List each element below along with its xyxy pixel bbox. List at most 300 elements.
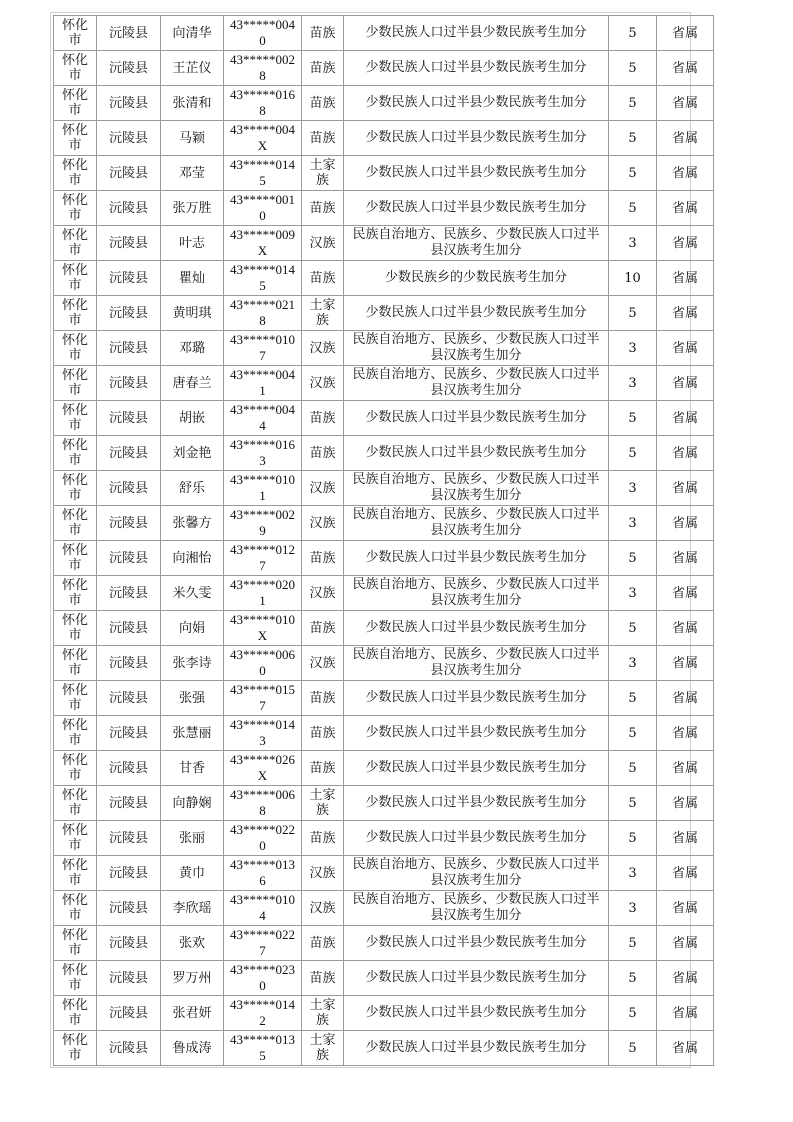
id-number-cell-text: 43*****026X — [230, 752, 295, 783]
table-row — [54, 681, 714, 716]
ethnicity-cell-text: 苗族 — [309, 970, 336, 986]
ethnicity-cell-text: 汉族 — [309, 900, 336, 916]
affiliation-cell: 省属 — [657, 1031, 714, 1066]
bonus-reason-cell-text: 少数民族乡的少数民族考生加分 — [384, 270, 567, 285]
bonus-reason-cell — [344, 541, 609, 576]
ethnicity-cell — [302, 401, 344, 436]
id-number-cell — [224, 751, 302, 786]
id-number-cell-text: 43*****0230 — [230, 962, 295, 993]
city-cell — [54, 856, 97, 891]
county-cell: 沅陵县 — [97, 646, 161, 681]
id-number-cell-text: 43*****0104 — [230, 892, 295, 923]
bonus-reason-cell-text: 少数民族人口过半县少数民族考生加分 — [365, 935, 587, 950]
id-number-cell-text: 43*****0201 — [230, 577, 295, 608]
id-number-cell-text: 43*****010X — [230, 612, 295, 643]
bonus-reason-cell — [344, 86, 609, 121]
bonus-reason-cell — [344, 401, 609, 436]
table-row — [54, 821, 714, 856]
bonus-score-cell: 3 — [609, 891, 657, 926]
ethnicity-cell — [302, 926, 344, 961]
student-name-cell: 唐春兰 — [161, 366, 224, 401]
county-cell: 沅陵县 — [97, 751, 161, 786]
affiliation-cell: 省属 — [657, 576, 714, 611]
id-number-cell — [224, 716, 302, 751]
city-cell-text: 怀化市 — [61, 508, 88, 538]
county-cell: 沅陵县 — [97, 961, 161, 996]
county-cell: 沅陵县 — [97, 121, 161, 156]
city-cell — [54, 646, 97, 681]
student-name-cell: 向湘怡 — [161, 541, 224, 576]
student-name-cell: 黄巾 — [161, 856, 224, 891]
bonus-reason-cell — [344, 296, 609, 331]
bonus-reason-cell — [344, 156, 609, 191]
student-name-cell: 舒乐 — [161, 471, 224, 506]
bonus-reason-cell — [344, 646, 609, 681]
id-number-cell-text: 43*****0107 — [230, 332, 295, 363]
ethnicity-cell — [302, 961, 344, 996]
ethnicity-cell — [302, 121, 344, 156]
county-cell: 沅陵县 — [97, 331, 161, 366]
ethnicity-cell — [302, 506, 344, 541]
bonus-reason-cell-text: 少数民族人口过半县少数民族考生加分 — [365, 60, 587, 75]
id-number-cell-text: 43*****0029 — [230, 507, 295, 538]
table-row — [54, 121, 714, 156]
id-number-cell — [224, 366, 302, 401]
id-number-cell-text: 43*****0127 — [230, 542, 295, 573]
county-cell: 沅陵县 — [97, 471, 161, 506]
id-number-cell-text: 43*****0041 — [230, 367, 295, 398]
county-cell: 沅陵县 — [97, 996, 161, 1031]
ethnicity-cell-text: 苗族 — [309, 690, 336, 706]
ethnicity-cell — [302, 1031, 344, 1066]
affiliation-cell: 省属 — [657, 121, 714, 156]
ethnicity-cell-text: 汉族 — [309, 655, 336, 671]
affiliation-cell: 省属 — [657, 926, 714, 961]
bonus-score-cell: 3 — [609, 856, 657, 891]
city-cell-text: 怀化市 — [61, 893, 88, 923]
city-cell-text: 怀化市 — [61, 228, 88, 258]
table-body — [54, 16, 714, 1066]
county-cell: 沅陵县 — [97, 86, 161, 121]
city-cell — [54, 996, 97, 1031]
bonus-reason-cell — [344, 261, 609, 296]
bonus-reason-cell — [344, 716, 609, 751]
affiliation-cell: 省属 — [657, 331, 714, 366]
affiliation-cell: 省属 — [657, 541, 714, 576]
ethnicity-cell-text: 汉族 — [309, 235, 336, 251]
student-name-cell: 张强 — [161, 681, 224, 716]
ethnicity-cell — [302, 611, 344, 646]
id-number-cell-text: 43*****0220 — [230, 822, 295, 853]
ethnicity-cell-text: 苗族 — [309, 935, 336, 951]
id-number-cell-text: 43*****0040 — [230, 17, 295, 48]
bonus-reason-cell — [344, 681, 609, 716]
student-name-cell: 瞿灿 — [161, 261, 224, 296]
ethnicity-cell — [302, 16, 344, 51]
affiliation-cell: 省属 — [657, 226, 714, 261]
county-cell: 沅陵县 — [97, 261, 161, 296]
city-cell — [54, 191, 97, 226]
affiliation-cell: 省属 — [657, 51, 714, 86]
ethnicity-cell — [302, 51, 344, 86]
student-name-cell: 张馨方 — [161, 506, 224, 541]
county-cell: 沅陵县 — [97, 681, 161, 716]
bonus-reason-cell-text: 少数民族人口过半县少数民族考生加分 — [365, 445, 587, 460]
ethnicity-cell-text: 苗族 — [309, 550, 336, 566]
ethnicity-cell — [302, 576, 344, 611]
table-row — [54, 366, 714, 401]
bonus-reason-cell-text: 少数民族人口过半县少数民族考生加分 — [365, 1040, 587, 1055]
ethnicity-cell — [302, 681, 344, 716]
city-cell-text: 怀化市 — [61, 88, 88, 118]
id-number-cell — [224, 86, 302, 121]
id-number-cell-text: 43*****0068 — [230, 787, 295, 818]
bonus-reason-cell-text: 少数民族人口过半县少数民族考生加分 — [365, 200, 587, 215]
city-cell — [54, 716, 97, 751]
bonus-reason-cell — [344, 821, 609, 856]
county-cell: 沅陵县 — [97, 401, 161, 436]
ethnicity-cell — [302, 541, 344, 576]
id-number-cell-text: 43*****0163 — [230, 437, 295, 468]
bonus-score-cell: 5 — [609, 786, 657, 821]
bonus-score-cell: 5 — [609, 716, 657, 751]
id-number-cell — [224, 996, 302, 1031]
ethnicity-cell — [302, 821, 344, 856]
affiliation-cell: 省属 — [657, 86, 714, 121]
county-cell: 沅陵县 — [97, 366, 161, 401]
id-number-cell-text: 43*****0136 — [230, 857, 295, 888]
table-row — [54, 51, 714, 86]
ethnicity-cell-text: 苗族 — [309, 270, 336, 286]
bonus-reason-cell-text: 少数民族人口过半县少数民族考生加分 — [365, 95, 587, 110]
ethnicity-cell — [302, 471, 344, 506]
id-number-cell — [224, 436, 302, 471]
bonus-reason-cell-text: 少数民族人口过半县少数民族考生加分 — [365, 690, 587, 705]
table-row — [54, 856, 714, 891]
table-row — [54, 1031, 714, 1066]
id-number-cell — [224, 191, 302, 226]
city-cell-text: 怀化市 — [61, 613, 88, 643]
student-name-cell: 张清和 — [161, 86, 224, 121]
bonus-points-table — [53, 15, 714, 1066]
city-cell — [54, 261, 97, 296]
table-row — [54, 786, 714, 821]
bonus-reason-cell — [344, 576, 609, 611]
table-row — [54, 16, 714, 51]
bonus-reason-cell-text: 少数民族人口过半县少数民族考生加分 — [365, 550, 587, 565]
city-cell — [54, 156, 97, 191]
city-cell-text: 怀化市 — [61, 263, 88, 293]
city-cell-text: 怀化市 — [61, 1033, 88, 1063]
bonus-reason-cell-text: 民族自治地方、民族乡、少数民族人口过半县汉族考生加分 — [352, 472, 600, 503]
affiliation-cell: 省属 — [657, 786, 714, 821]
id-number-cell — [224, 926, 302, 961]
affiliation-cell: 省属 — [657, 961, 714, 996]
student-name-cell: 邓璐 — [161, 331, 224, 366]
ethnicity-cell-text: 苗族 — [309, 95, 336, 111]
city-cell — [54, 506, 97, 541]
ethnicity-cell-text: 苗族 — [309, 410, 336, 426]
ethnicity-cell-text: 汉族 — [309, 375, 336, 391]
table-row — [54, 401, 714, 436]
id-number-cell — [224, 471, 302, 506]
affiliation-cell: 省属 — [657, 261, 714, 296]
id-number-cell — [224, 786, 302, 821]
table-row — [54, 996, 714, 1031]
id-number-cell — [224, 51, 302, 86]
city-cell-text: 怀化市 — [61, 823, 88, 853]
bonus-reason-cell — [344, 16, 609, 51]
city-cell-text: 怀化市 — [61, 963, 88, 993]
bonus-reason-cell — [344, 436, 609, 471]
city-cell-text: 怀化市 — [61, 998, 88, 1028]
table-row — [54, 891, 714, 926]
affiliation-cell: 省属 — [657, 436, 714, 471]
county-cell: 沅陵县 — [97, 541, 161, 576]
bonus-score-cell: 3 — [609, 331, 657, 366]
city-cell-text: 怀化市 — [61, 753, 88, 783]
bonus-reason-cell-text: 少数民族人口过半县少数民族考生加分 — [365, 620, 587, 635]
table-row — [54, 646, 714, 681]
city-cell — [54, 296, 97, 331]
ethnicity-cell — [302, 716, 344, 751]
city-cell — [54, 471, 97, 506]
student-name-cell: 张欢 — [161, 926, 224, 961]
county-cell: 沅陵县 — [97, 611, 161, 646]
id-number-cell — [224, 541, 302, 576]
bonus-reason-cell — [344, 926, 609, 961]
affiliation-cell: 省属 — [657, 506, 714, 541]
ethnicity-cell-text: 苗族 — [309, 445, 336, 461]
table-row — [54, 576, 714, 611]
bonus-reason-cell — [344, 121, 609, 156]
affiliation-cell: 省属 — [657, 856, 714, 891]
bonus-score-cell: 5 — [609, 86, 657, 121]
bonus-score-cell: 5 — [609, 191, 657, 226]
city-cell — [54, 926, 97, 961]
bonus-reason-cell — [344, 471, 609, 506]
table-row — [54, 751, 714, 786]
id-number-cell — [224, 576, 302, 611]
table-row — [54, 261, 714, 296]
student-name-cell: 马颖 — [161, 121, 224, 156]
county-cell: 沅陵县 — [97, 296, 161, 331]
city-cell — [54, 226, 97, 261]
bonus-reason-cell-text: 少数民族人口过半县少数民族考生加分 — [365, 760, 587, 775]
bonus-score-cell: 5 — [609, 821, 657, 856]
table-row — [54, 611, 714, 646]
city-cell-text: 怀化市 — [61, 648, 88, 678]
city-cell — [54, 576, 97, 611]
id-number-cell-text: 43*****0227 — [230, 927, 295, 958]
bonus-reason-cell-text: 少数民族人口过半县少数民族考生加分 — [365, 410, 587, 425]
bonus-reason-cell — [344, 226, 609, 261]
ethnicity-cell — [302, 786, 344, 821]
city-cell — [54, 786, 97, 821]
student-name-cell: 邓莹 — [161, 156, 224, 191]
table-row — [54, 226, 714, 261]
ethnicity-cell-text: 土家族 — [309, 998, 336, 1028]
city-cell-text: 怀化市 — [61, 718, 88, 748]
id-number-cell-text: 43*****0028 — [230, 52, 295, 83]
table-row — [54, 191, 714, 226]
id-number-cell — [224, 646, 302, 681]
bonus-reason-cell-text: 少数民族人口过半县少数民族考生加分 — [365, 725, 587, 740]
ethnicity-cell-text: 汉族 — [309, 340, 336, 356]
id-number-cell — [224, 506, 302, 541]
county-cell: 沅陵县 — [97, 926, 161, 961]
city-cell-text: 怀化市 — [61, 473, 88, 503]
bonus-score-cell: 5 — [609, 541, 657, 576]
table-row — [54, 86, 714, 121]
bonus-reason-cell — [344, 191, 609, 226]
city-cell-text: 怀化市 — [61, 158, 88, 188]
student-name-cell: 叶志 — [161, 226, 224, 261]
affiliation-cell: 省属 — [657, 646, 714, 681]
bonus-reason-cell-text: 少数民族人口过半县少数民族考生加分 — [365, 1005, 587, 1020]
table-row — [54, 716, 714, 751]
ethnicity-cell — [302, 86, 344, 121]
bonus-score-cell: 5 — [609, 121, 657, 156]
city-cell — [54, 961, 97, 996]
id-number-cell — [224, 296, 302, 331]
id-number-cell-text: 43*****0142 — [230, 997, 295, 1028]
id-number-cell-text: 43*****004X — [230, 122, 295, 153]
table-row — [54, 961, 714, 996]
id-number-cell — [224, 16, 302, 51]
bonus-reason-cell-text: 民族自治地方、民族乡、少数民族人口过半县汉族考生加分 — [352, 577, 600, 608]
id-number-cell — [224, 821, 302, 856]
bonus-score-cell: 10 — [609, 261, 657, 296]
affiliation-cell: 省属 — [657, 296, 714, 331]
id-number-cell-text: 43*****009X — [230, 227, 295, 258]
bonus-reason-cell-text: 民族自治地方、民族乡、少数民族人口过半县汉族考生加分 — [352, 892, 600, 923]
bonus-reason-cell-text: 少数民族人口过半县少数民族考生加分 — [365, 25, 587, 40]
student-name-cell: 罗万州 — [161, 961, 224, 996]
id-number-cell-text: 43*****0157 — [230, 682, 295, 713]
student-name-cell: 张君妍 — [161, 996, 224, 1031]
bonus-reason-cell — [344, 366, 609, 401]
affiliation-cell: 省属 — [657, 366, 714, 401]
affiliation-cell: 省属 — [657, 401, 714, 436]
student-name-cell: 米久雯 — [161, 576, 224, 611]
city-cell — [54, 331, 97, 366]
bonus-reason-cell — [344, 506, 609, 541]
id-number-cell-text: 43*****0145 — [230, 157, 295, 188]
table-row — [54, 156, 714, 191]
city-cell-text: 怀化市 — [61, 928, 88, 958]
ethnicity-cell-text: 苗族 — [309, 130, 336, 146]
student-name-cell: 黄明琪 — [161, 296, 224, 331]
ethnicity-cell — [302, 226, 344, 261]
ethnicity-cell-text: 苗族 — [309, 725, 336, 741]
county-cell: 沅陵县 — [97, 716, 161, 751]
bonus-score-cell: 3 — [609, 471, 657, 506]
city-cell-text: 怀化市 — [61, 18, 88, 48]
city-cell — [54, 51, 97, 86]
bonus-reason-cell-text: 少数民族人口过半县少数民族考生加分 — [365, 795, 587, 810]
bonus-reason-cell — [344, 751, 609, 786]
table-row — [54, 331, 714, 366]
city-cell-text: 怀化市 — [61, 438, 88, 468]
city-cell-text: 怀化市 — [61, 368, 88, 398]
id-number-cell — [224, 331, 302, 366]
student-name-cell: 张万胜 — [161, 191, 224, 226]
city-cell-text: 怀化市 — [61, 788, 88, 818]
bonus-score-cell: 5 — [609, 996, 657, 1031]
id-number-cell-text: 43*****0168 — [230, 87, 295, 118]
id-number-cell — [224, 401, 302, 436]
county-cell: 沅陵县 — [97, 506, 161, 541]
county-cell: 沅陵县 — [97, 156, 161, 191]
city-cell — [54, 541, 97, 576]
affiliation-cell: 省属 — [657, 16, 714, 51]
city-cell — [54, 401, 97, 436]
city-cell-text: 怀化市 — [61, 53, 88, 83]
city-cell-text: 怀化市 — [61, 333, 88, 363]
county-cell: 沅陵县 — [97, 16, 161, 51]
ethnicity-cell — [302, 996, 344, 1031]
bonus-reason-cell — [344, 996, 609, 1031]
bonus-score-cell: 5 — [609, 296, 657, 331]
ethnicity-cell-text: 苗族 — [309, 760, 336, 776]
city-cell-text: 怀化市 — [61, 298, 88, 328]
bonus-score-cell: 3 — [609, 366, 657, 401]
ethnicity-cell — [302, 331, 344, 366]
affiliation-cell: 省属 — [657, 891, 714, 926]
id-number-cell-text: 43*****0010 — [230, 192, 295, 223]
bonus-reason-cell — [344, 786, 609, 821]
bonus-score-cell: 5 — [609, 16, 657, 51]
ethnicity-cell-text: 土家族 — [309, 298, 336, 328]
student-name-cell: 甘香 — [161, 751, 224, 786]
bonus-reason-cell-text: 民族自治地方、民族乡、少数民族人口过半县汉族考生加分 — [352, 647, 600, 678]
city-cell — [54, 821, 97, 856]
student-name-cell: 张丽 — [161, 821, 224, 856]
bonus-reason-cell — [344, 51, 609, 86]
student-name-cell: 向清华 — [161, 16, 224, 51]
id-number-cell — [224, 961, 302, 996]
city-cell-text: 怀化市 — [61, 858, 88, 888]
city-cell — [54, 751, 97, 786]
county-cell: 沅陵县 — [97, 821, 161, 856]
bonus-score-cell: 3 — [609, 646, 657, 681]
ethnicity-cell — [302, 891, 344, 926]
ethnicity-cell — [302, 366, 344, 401]
ethnicity-cell-text: 汉族 — [309, 865, 336, 881]
table-row — [54, 436, 714, 471]
bonus-score-cell: 5 — [609, 1031, 657, 1066]
student-name-cell: 张李诗 — [161, 646, 224, 681]
id-number-cell — [224, 156, 302, 191]
table-row — [54, 541, 714, 576]
city-cell — [54, 121, 97, 156]
table-row — [54, 471, 714, 506]
ethnicity-cell-text: 苗族 — [309, 25, 336, 41]
ethnicity-cell — [302, 436, 344, 471]
bonus-score-cell: 5 — [609, 436, 657, 471]
county-cell: 沅陵县 — [97, 576, 161, 611]
ethnicity-cell-text: 汉族 — [309, 515, 336, 531]
city-cell-text: 怀化市 — [61, 123, 88, 153]
affiliation-cell: 省属 — [657, 471, 714, 506]
affiliation-cell: 省属 — [657, 681, 714, 716]
bonus-score-cell: 5 — [609, 961, 657, 996]
city-cell — [54, 1031, 97, 1066]
bonus-score-cell: 5 — [609, 681, 657, 716]
affiliation-cell: 省属 — [657, 716, 714, 751]
city-cell — [54, 16, 97, 51]
